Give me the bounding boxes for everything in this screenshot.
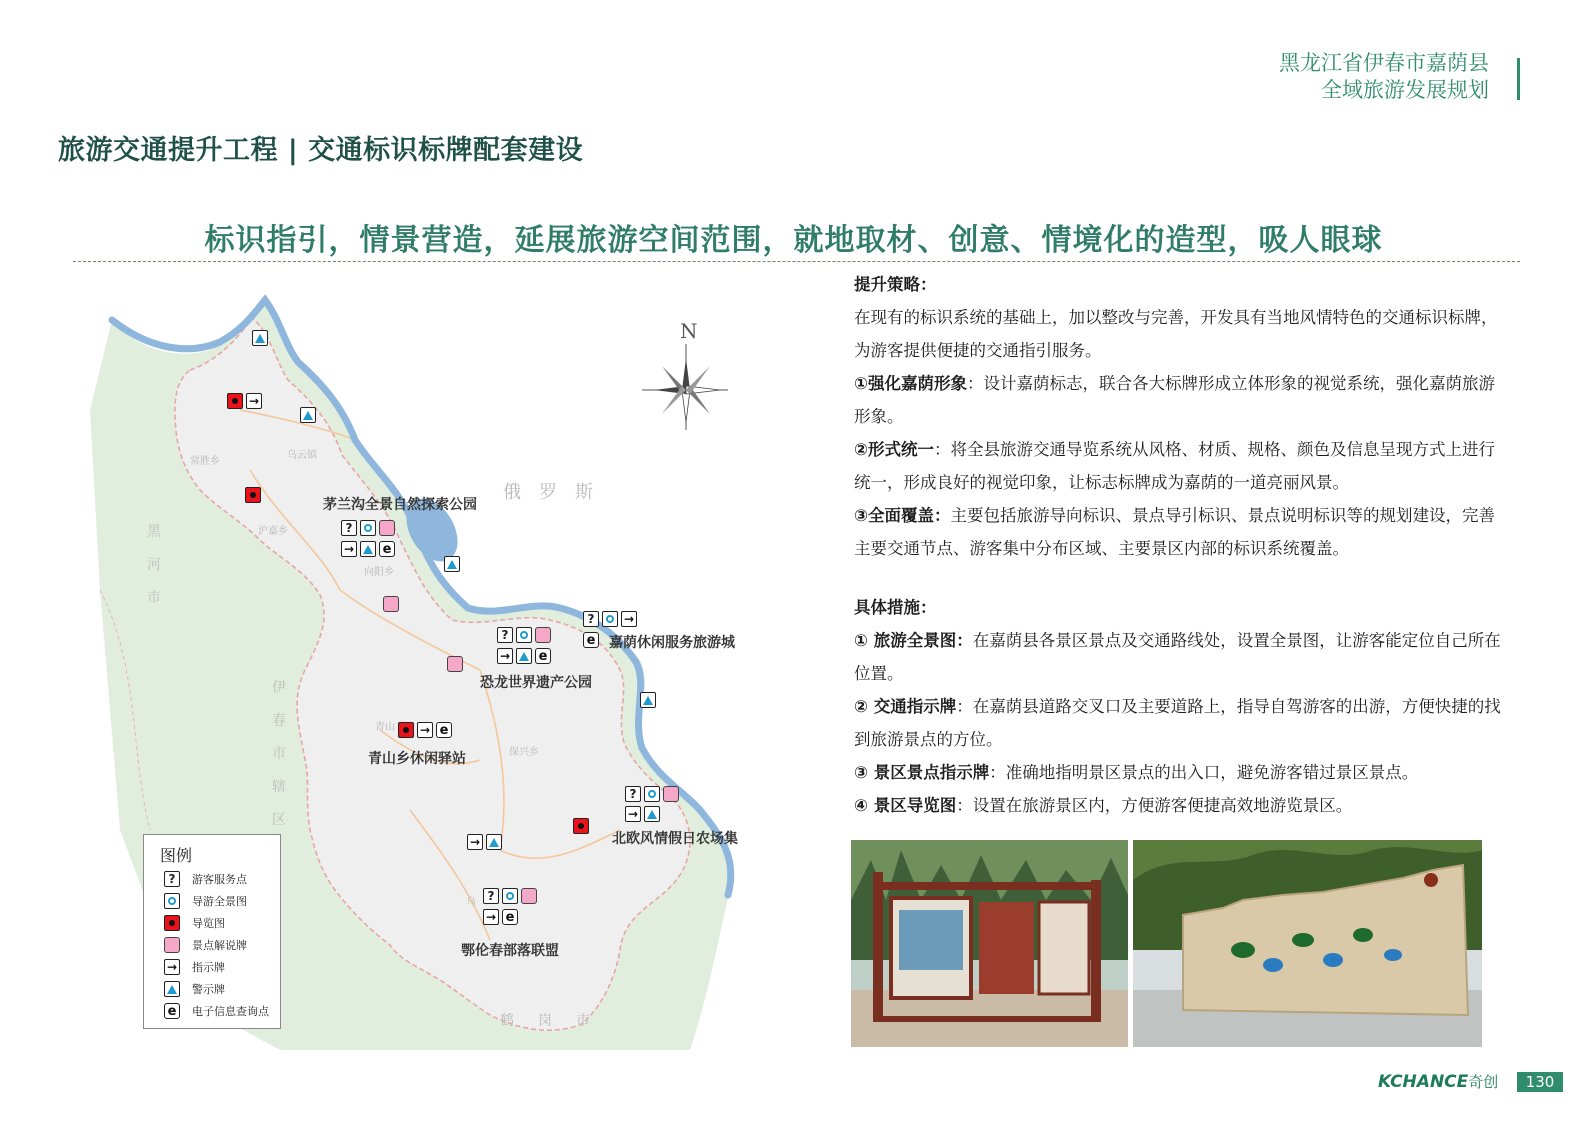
map-marker-cluster (444, 556, 460, 572)
visitor-service-icon: ? (164, 871, 180, 887)
map-neighbor-yichun: 伊春市辖区 (272, 680, 286, 828)
direction-sign-icon: → (625, 806, 641, 822)
map-marker-cluster (483, 909, 518, 925)
interpretation-sign-icon (379, 520, 395, 536)
north-arrow-icon (640, 318, 730, 433)
info-kiosk-icon: e (436, 722, 452, 738)
map-township-label: 保兴乡 (509, 747, 539, 758)
panorama-map-icon (602, 611, 618, 627)
interpretation-sign-icon (383, 596, 399, 612)
legend-item (164, 981, 225, 997)
map-marker-cluster (383, 596, 399, 612)
map-marker-cluster (300, 407, 316, 423)
panorama-map-icon (164, 893, 180, 909)
measures-heading: 具体措施： (854, 598, 937, 617)
measure-item: ④ 景区导览图：设置在旅游景区内，方便游客便捷高效地游览景区。 (854, 796, 1353, 815)
brand-name: KCHANCE (1378, 1072, 1469, 1092)
interpretation-sign-icon (521, 888, 537, 904)
strategy-point: ③全面覆盖：主要包括旅游导向标识、景点导引标识、景点说明标识等的规划建设，完善主要交通节点、游客集中分布区域、主要景区内部的标识系统覆盖。 (854, 506, 1495, 558)
place-dinosaur-park: 恐龙世界遗产公园 (480, 675, 592, 691)
legend-title: 图例 (160, 846, 193, 865)
strategy-intro: 在现有的标识系统的基础上，加以整改与完善，开发具有当地风情特色的交通标识标牌，为游客提供便捷的交通指引服务。 (854, 308, 1498, 360)
map-marker-cluster (227, 393, 262, 409)
panorama-map-icon (502, 888, 518, 904)
legend-item (164, 1003, 269, 1019)
map-marker-cluster (447, 656, 463, 672)
measure-item: ③ 景区景点指示牌：准确地指明景区景点的出入口，避免游客错过景区景点。 (854, 763, 1419, 782)
guide-map-icon (245, 487, 261, 503)
direction-sign-icon: → (483, 909, 499, 925)
section-divider (73, 261, 1520, 262)
visitor-service-icon: ? (625, 786, 641, 802)
info-kiosk-icon: e (379, 541, 395, 557)
legend-item (164, 937, 247, 953)
direction-sign-icon: → (497, 648, 513, 664)
slogan: 标识指引，情景营造，延展旅游空间范围，就地取材、创意、情境化的造型，吸人眼球 (204, 223, 1383, 258)
org-line-1: 黑龙江省伊春市嘉荫县 (1279, 51, 1489, 75)
page-number: 130 (1517, 1072, 1563, 1092)
map-township-label: 乌云镇 (287, 450, 317, 461)
warning-sign-icon (644, 806, 660, 822)
brand-name-cn: 奇创 (1468, 1073, 1499, 1091)
strategy-text (854, 268, 1504, 822)
warning-sign-icon (444, 556, 460, 572)
guide-map-icon (398, 722, 414, 738)
legend-item (164, 915, 225, 931)
direction-sign-icon: → (417, 722, 433, 738)
map-marker-cluster (245, 487, 261, 503)
guide-map-icon (227, 393, 243, 409)
info-kiosk-icon: e (583, 632, 599, 648)
visitor-service-icon: ? (583, 611, 599, 627)
panorama-map-icon (644, 786, 660, 802)
legend-label: 导览图 (192, 917, 225, 930)
panorama-map-icon (360, 520, 376, 536)
map-marker-cluster (252, 330, 268, 346)
map-marker-cluster (625, 806, 660, 822)
map-township-label: 沪嘉乡 (258, 526, 288, 537)
warning-sign-icon (516, 648, 532, 664)
legend-label: 警示牌 (192, 983, 225, 996)
legend-item (164, 871, 247, 887)
info-kiosk-icon: e (502, 909, 518, 925)
map-marker-cluster (625, 786, 679, 802)
place-maolangou-park: 茅兰沟全景自然探索公园 (323, 497, 477, 513)
measure-item: ② 交通指示牌：在嘉荫县道路交叉口及主要道路上，指导自驾游客的出游，方便快捷的找到旅游景点的方位。 (854, 697, 1501, 749)
map-neighbor-russia: 俄罗斯 (503, 482, 611, 503)
map-legend (143, 834, 281, 1029)
place-nordic-farm: 北欧风情假日农场集 (612, 831, 738, 847)
map-marker-cluster (497, 627, 551, 643)
warning-sign-icon (360, 541, 376, 557)
map-marker-cluster (573, 818, 589, 834)
legend-label: 电子信息查询点 (192, 1005, 269, 1018)
visitor-service-icon: ? (483, 888, 499, 904)
info-kiosk-icon: e (535, 648, 551, 664)
direction-sign-icon: → (246, 393, 262, 409)
place-jiayin-service-city: 嘉荫休闲服务旅游城 (609, 635, 735, 651)
photo-panorama-signboard (851, 840, 1128, 1047)
north-label: N (680, 319, 698, 343)
warning-sign-icon (164, 981, 180, 997)
map-marker-cluster (583, 611, 637, 627)
legend-label: 游客服务点 (192, 873, 247, 886)
page-title: 旅游交通提升工程 | 交通标识标牌配套建设 (58, 135, 584, 166)
header-divider (1517, 58, 1520, 100)
legend-item (164, 893, 247, 909)
map-neighbor-hegang: 鹤岗市 (500, 1013, 614, 1029)
map-marker-cluster (467, 834, 502, 850)
visitor-service-icon: ? (497, 627, 513, 643)
panorama-map-icon (516, 627, 532, 643)
map-marker-cluster (341, 541, 395, 557)
interpretation-sign-icon (447, 656, 463, 672)
interpretation-sign-icon (164, 937, 180, 953)
warning-sign-icon (300, 407, 316, 423)
map-marker-cluster (497, 648, 551, 664)
direction-sign-icon: → (467, 834, 483, 850)
map-township-label: 乌 (466, 897, 476, 908)
map-neighbor-heihe: 黑河市 (147, 524, 161, 606)
interpretation-sign-icon (663, 786, 679, 802)
strategy-point: ①强化嘉荫形象：设计嘉荫标志，联合各大标牌形成立体形象的视觉系统，强化嘉荫旅游形象。 (854, 374, 1495, 426)
map-marker-cluster (483, 888, 537, 904)
legend-label: 景点解说牌 (192, 939, 247, 952)
strategy-heading: 提升策略： (854, 275, 937, 294)
measure-item: ① 旅游全景图：在嘉荫县各景区景点及交通路线处，设置全景图，让游客能定位自己所在位置。 (854, 631, 1501, 683)
strategy-point: ②形式统一：将全县旅游交通导览系统从风格、材质、规格、颜色及信息呈现方式上进行统一，形成良好的视觉印象，让标志标牌成为嘉荫的一道亮丽风景。 (854, 440, 1495, 492)
visitor-service-icon: ? (341, 520, 357, 536)
legend-label: 指示牌 (192, 961, 225, 974)
info-kiosk-icon: e (164, 1003, 180, 1019)
place-qingshan-station: 青山乡休闲驿站 (368, 751, 466, 767)
org-line-2: 全域旅游发展规划 (1321, 78, 1489, 102)
direction-sign-icon: → (341, 541, 357, 557)
map-marker-cluster (341, 520, 395, 536)
warning-sign-icon (252, 330, 268, 346)
direction-sign-icon: → (621, 611, 637, 627)
legend-label: 导游全景图 (192, 895, 247, 908)
guide-map-icon (164, 915, 180, 931)
map-marker-cluster (583, 632, 599, 648)
map-township-label: 青山 (375, 722, 395, 733)
brand-logo (1378, 1071, 1498, 1092)
map-marker-cluster (640, 692, 656, 708)
document-header (1279, 50, 1489, 104)
photo-creative-signboard (1133, 840, 1482, 1047)
legend-item (164, 959, 225, 975)
guide-map-icon (573, 818, 589, 834)
map-township-label: 向阳乡 (364, 567, 394, 578)
interpretation-sign-icon (535, 627, 551, 643)
direction-sign-icon: → (164, 959, 180, 975)
warning-sign-icon (486, 834, 502, 850)
warning-sign-icon (640, 692, 656, 708)
map-township-label: 常胜乡 (190, 456, 220, 467)
place-oroqen-tribe: 鄂伦春部落联盟 (461, 943, 559, 959)
map-marker-cluster (398, 722, 452, 738)
